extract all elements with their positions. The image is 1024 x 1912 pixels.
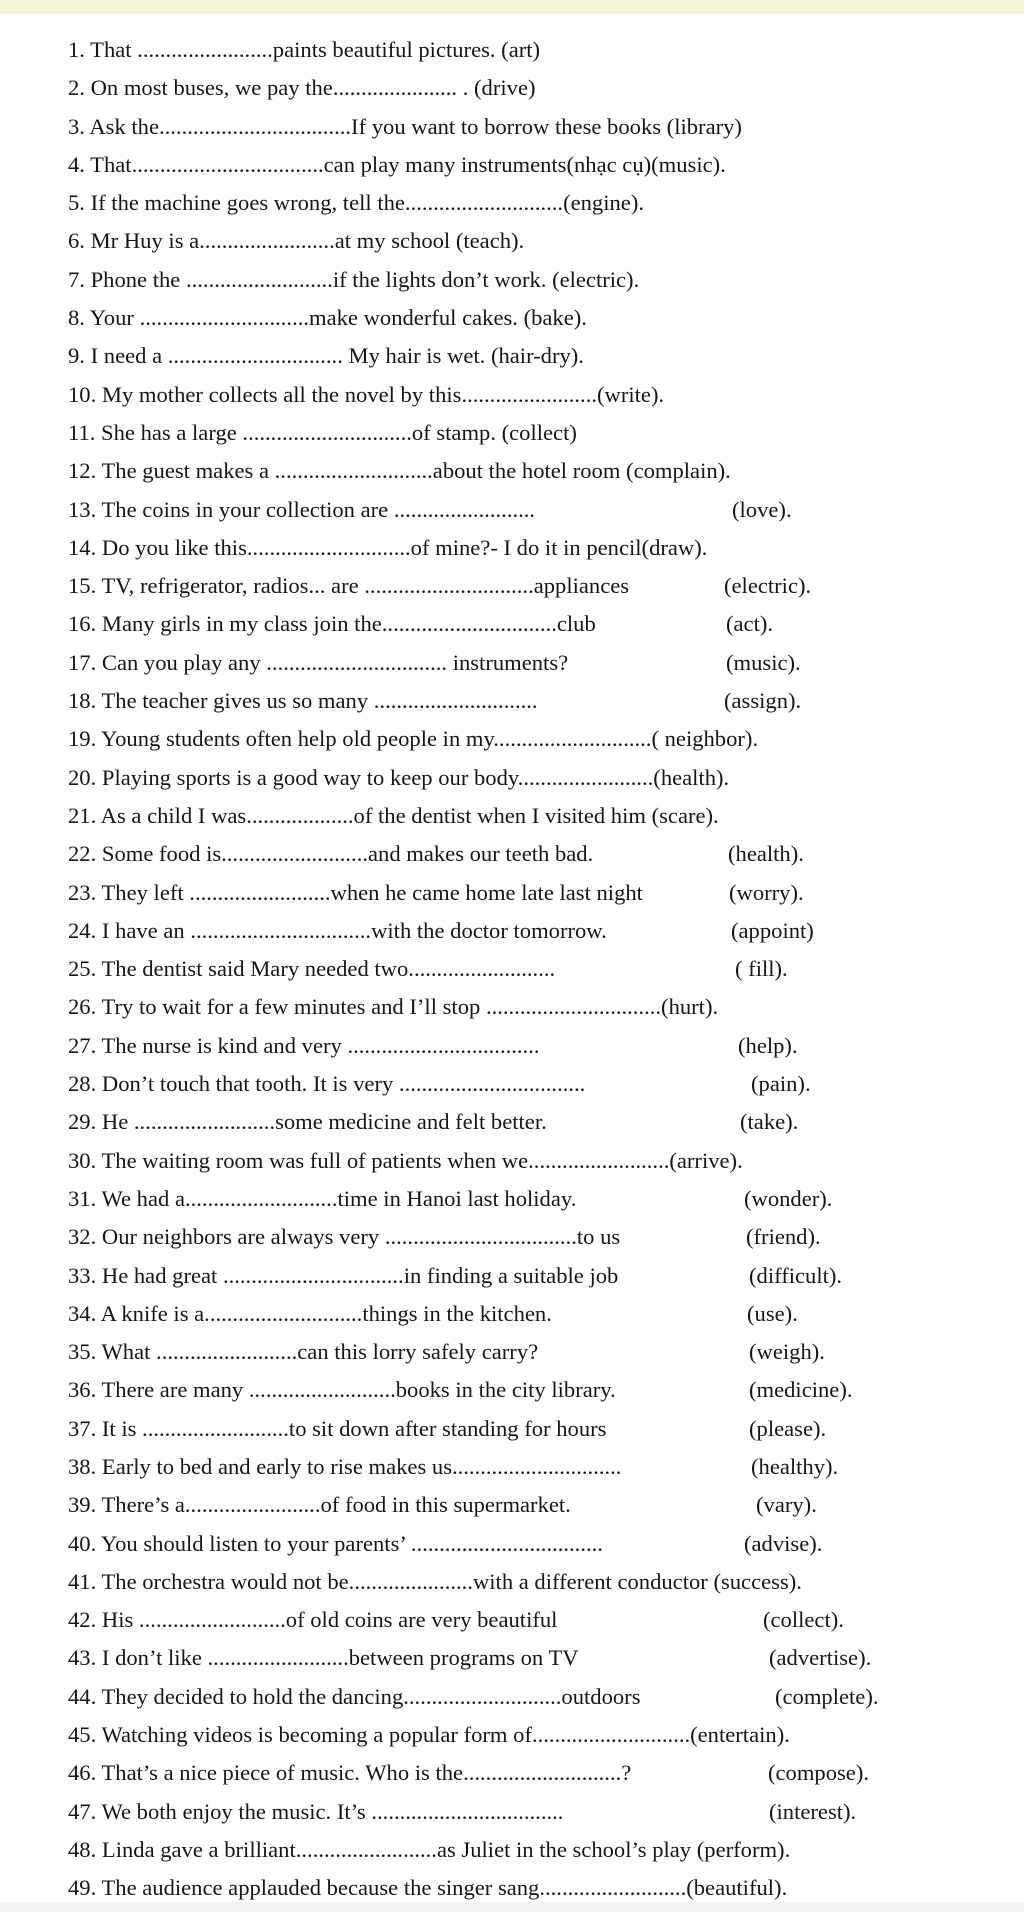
exercise-text: 44. They decided to hold the dancing............................outdoors xyxy=(68,1683,641,1709)
exercise-line xyxy=(68,1295,1018,1333)
exercise-text: 29. He .........................some medicine and felt better. xyxy=(68,1109,547,1135)
exercise-text: 13. The coins in your collection are ......................... xyxy=(68,496,536,522)
exercise-hint: (appoint) xyxy=(731,917,814,943)
exercise-text: 21. As a child I was...................of the dentist when I visited him (scare). xyxy=(68,802,719,828)
exercise-text: 36. There are many ..........................books in the city library. xyxy=(68,1377,616,1403)
exercise-hint: (wonder). xyxy=(744,1185,833,1211)
exercise-hint: ( fill). xyxy=(735,956,788,982)
exercise-text: 41. The orchestra would not be......................with a different conductor (success). xyxy=(68,1568,802,1594)
exercise-hint: (music). xyxy=(726,649,801,675)
exercise-line xyxy=(68,759,1018,797)
exercise-text: 20. Playing sports is a good way to keep our body........................(health). xyxy=(68,764,730,790)
exercise-line xyxy=(68,337,1018,375)
exercise-line xyxy=(68,1525,1018,1563)
exercise-line xyxy=(68,1831,1018,1869)
exercise-line xyxy=(68,1793,1018,1831)
exercise-hint: (collect). xyxy=(763,1607,844,1633)
exercise-line xyxy=(68,299,1018,337)
exercise-text: 16. Many girls in my class join the...............................club xyxy=(68,611,596,637)
exercise-text: 46. That’s a nice piece of music. Who is the............................? xyxy=(68,1760,632,1786)
exercise-text: 12. The guest makes a ............................about the hotel room (complain). xyxy=(68,458,731,484)
exercise-hint: (difficult). xyxy=(749,1262,843,1288)
exercise-line xyxy=(68,797,1018,835)
exercise-text: 26. Try to wait for a few minutes and I’ll stop ...............................(hurt). xyxy=(68,994,719,1020)
exercise-line xyxy=(68,1716,1018,1754)
exercise-line xyxy=(68,1639,1018,1677)
exercise-line xyxy=(68,1065,1018,1103)
exercise-line xyxy=(68,720,1018,758)
exercise-hint: (compose). xyxy=(768,1760,870,1786)
exercise-line xyxy=(68,567,1018,605)
exercise-text: 47. We both enjoy the music. It’s .................................. xyxy=(68,1798,564,1824)
exercise-text: 22. Some food is..........................and makes our teeth bad. xyxy=(68,841,594,867)
exercise-hint: (please). xyxy=(749,1415,827,1441)
exercise-text: 33. He had great ................................in finding a suitable job xyxy=(68,1262,619,1288)
exercise-line xyxy=(68,1218,1018,1256)
exercise-text: 1. That ........................paints beautiful pictures. (art) xyxy=(68,37,541,62)
exercise-text: 18. The teacher gives us so many ............................. xyxy=(68,688,538,714)
exercise-text: 37. It is ..........................to sit down after standing for hours xyxy=(68,1415,607,1441)
exercise-line xyxy=(68,912,1018,950)
exercise-text: 30. The waiting room was full of patients when we.........................(arrive). xyxy=(68,1147,743,1173)
exercise-text: 19. Young students often help old people in my............................( neighbor). xyxy=(68,726,759,752)
exercise-line xyxy=(68,1257,1018,1295)
exercise-line xyxy=(68,1142,1018,1180)
exercise-line xyxy=(68,1103,1018,1141)
exercise-line xyxy=(68,1180,1018,1218)
exercise-hint: (vary). xyxy=(756,1492,817,1518)
exercise-line xyxy=(68,414,1018,452)
exercise-line xyxy=(68,835,1018,873)
exercise-hint: (act). xyxy=(726,611,774,637)
exercise-text: 34. A knife is a............................things in the kitchen. xyxy=(68,1300,552,1326)
top-edge-strip xyxy=(0,0,1024,14)
exercise-text: 9. I need a ............................... My hair is wet. (hair-dry). xyxy=(68,343,584,369)
exercise-text: 17. Can you play any ................................ instruments? xyxy=(68,649,569,675)
exercise-hint: (weigh). xyxy=(749,1339,825,1365)
exercise-text: 5. If the machine goes wrong, tell the............................(engine). xyxy=(68,190,644,216)
exercise-text: 28. Don’t touch that tooth. It is very ................................. xyxy=(68,1071,586,1097)
exercise-hint: (medicine). xyxy=(749,1377,853,1403)
exercise-line xyxy=(68,108,1018,146)
exercise-line xyxy=(68,988,1018,1026)
exercise-line xyxy=(68,1027,1018,1065)
worksheet-page xyxy=(0,14,1024,1912)
exercise-text: 31. We had a...........................time in Hanoi last holiday. xyxy=(68,1185,577,1211)
exercise-text: 2. On most buses, we pay the...................... . (drive) xyxy=(68,75,536,101)
exercise-text: 42. His ..........................of old coins are very beautiful xyxy=(68,1607,558,1633)
exercise-line xyxy=(68,376,1018,414)
exercise-text: 35. What .........................can this lorry safely carry? xyxy=(68,1339,539,1365)
exercise-hint: (complete). xyxy=(775,1683,879,1709)
exercise-hint: (advise). xyxy=(744,1530,823,1556)
exercise-hint: (health). xyxy=(728,841,804,867)
exercise-text: 8. Your ..............................make wonderful cakes. (bake). xyxy=(68,305,587,331)
exercise-hint: (use). xyxy=(747,1300,798,1326)
exercise-text: 43. I don’t like .........................between programs on TV xyxy=(68,1645,579,1671)
exercise-hint: (friend). xyxy=(746,1224,821,1250)
exercise-text: 49. The audience applauded because the singer sang..........................(beautiful). xyxy=(68,1875,788,1901)
exercise-line xyxy=(68,682,1018,720)
exercise-hint: (healthy). xyxy=(751,1453,839,1479)
exercise-line xyxy=(68,452,1018,490)
exercise-line xyxy=(68,874,1018,912)
exercise-hint: (pain). xyxy=(751,1071,811,1097)
exercise-line xyxy=(68,261,1018,299)
exercise-text: 48. Linda gave a brilliant.........................as Juliet in the school’s play (perform). xyxy=(68,1836,791,1862)
exercise-text: 10. My mother collects all the novel by this........................(write). xyxy=(68,381,665,407)
exercise-text: 45. Watching videos is becoming a popular form of............................(entertain). xyxy=(68,1722,790,1748)
exercise-line xyxy=(68,1371,1018,1409)
exercise-text: 3. Ask the..................................If you want to borrow these books (library) xyxy=(68,113,742,139)
exercise-text: 38. Early to bed and early to rise makes us.............................. xyxy=(68,1453,622,1479)
exercise-hint: (love). xyxy=(732,496,792,522)
exercise-text: 24. I have an ................................with the doctor tomorrow. xyxy=(68,917,607,943)
exercise-line xyxy=(68,529,1018,567)
exercise-text: 4. That..................................can play many instruments(nhạc cụ)(music). xyxy=(68,151,726,177)
exercise-line xyxy=(68,69,1018,107)
exercise-line xyxy=(68,184,1018,222)
exercise-text: 40. You should listen to your parents’ .................................. xyxy=(68,1530,603,1556)
exercise-hint: (advertise). xyxy=(769,1645,872,1671)
exercise-hint: (electric). xyxy=(724,573,812,599)
exercise-text: 6. Mr Huy is a........................at my school (teach). xyxy=(68,228,525,254)
exercise-text: 11. She has a large ..............................of stamp. (collect) xyxy=(68,419,577,445)
exercise-line xyxy=(68,1601,1018,1639)
exercise-text: 27. The nurse is kind and very .................................. xyxy=(68,1032,540,1058)
exercise-text: 7. Phone the ..........................if the lights don’t work. (electric). xyxy=(68,266,640,292)
exercise-text: 32. Our neighbors are always very ..................................to us xyxy=(68,1224,621,1250)
exercise-line xyxy=(68,1754,1018,1792)
exercise-line xyxy=(68,644,1018,682)
exercise-line xyxy=(68,146,1018,184)
exercise-line xyxy=(68,1333,1018,1371)
exercise-text: 15. TV, refrigerator, radios... are ..............................appliances xyxy=(68,573,630,599)
exercise-line xyxy=(68,31,1018,69)
exercise-hint: (worry). xyxy=(729,879,804,905)
exercise-hint: (assign). xyxy=(724,688,802,714)
exercise-line xyxy=(68,950,1018,988)
exercise-line xyxy=(68,222,1018,260)
exercise-hint: (take). xyxy=(740,1109,799,1135)
bottom-edge-strip xyxy=(0,1902,1024,1912)
exercise-line xyxy=(68,605,1018,643)
exercise-text: 14. Do you like this.............................of mine?- I do it in pencil(draw). xyxy=(68,534,708,560)
exercise-list xyxy=(68,31,1018,1908)
exercise-line xyxy=(68,1448,1018,1486)
exercise-line xyxy=(68,1563,1018,1601)
exercise-text: 39. There’s a........................of food in this supermarket. xyxy=(68,1492,571,1518)
exercise-text: 25. The dentist said Mary needed two.......................... xyxy=(68,956,556,982)
exercise-line xyxy=(68,1410,1018,1448)
exercise-line xyxy=(68,491,1018,529)
exercise-hint: (help). xyxy=(738,1032,798,1058)
exercise-line xyxy=(68,1678,1018,1716)
exercise-line xyxy=(68,1486,1018,1524)
exercise-hint: (interest). xyxy=(769,1798,857,1824)
exercise-text: 23. They left .........................when he came home late last night xyxy=(68,879,643,905)
